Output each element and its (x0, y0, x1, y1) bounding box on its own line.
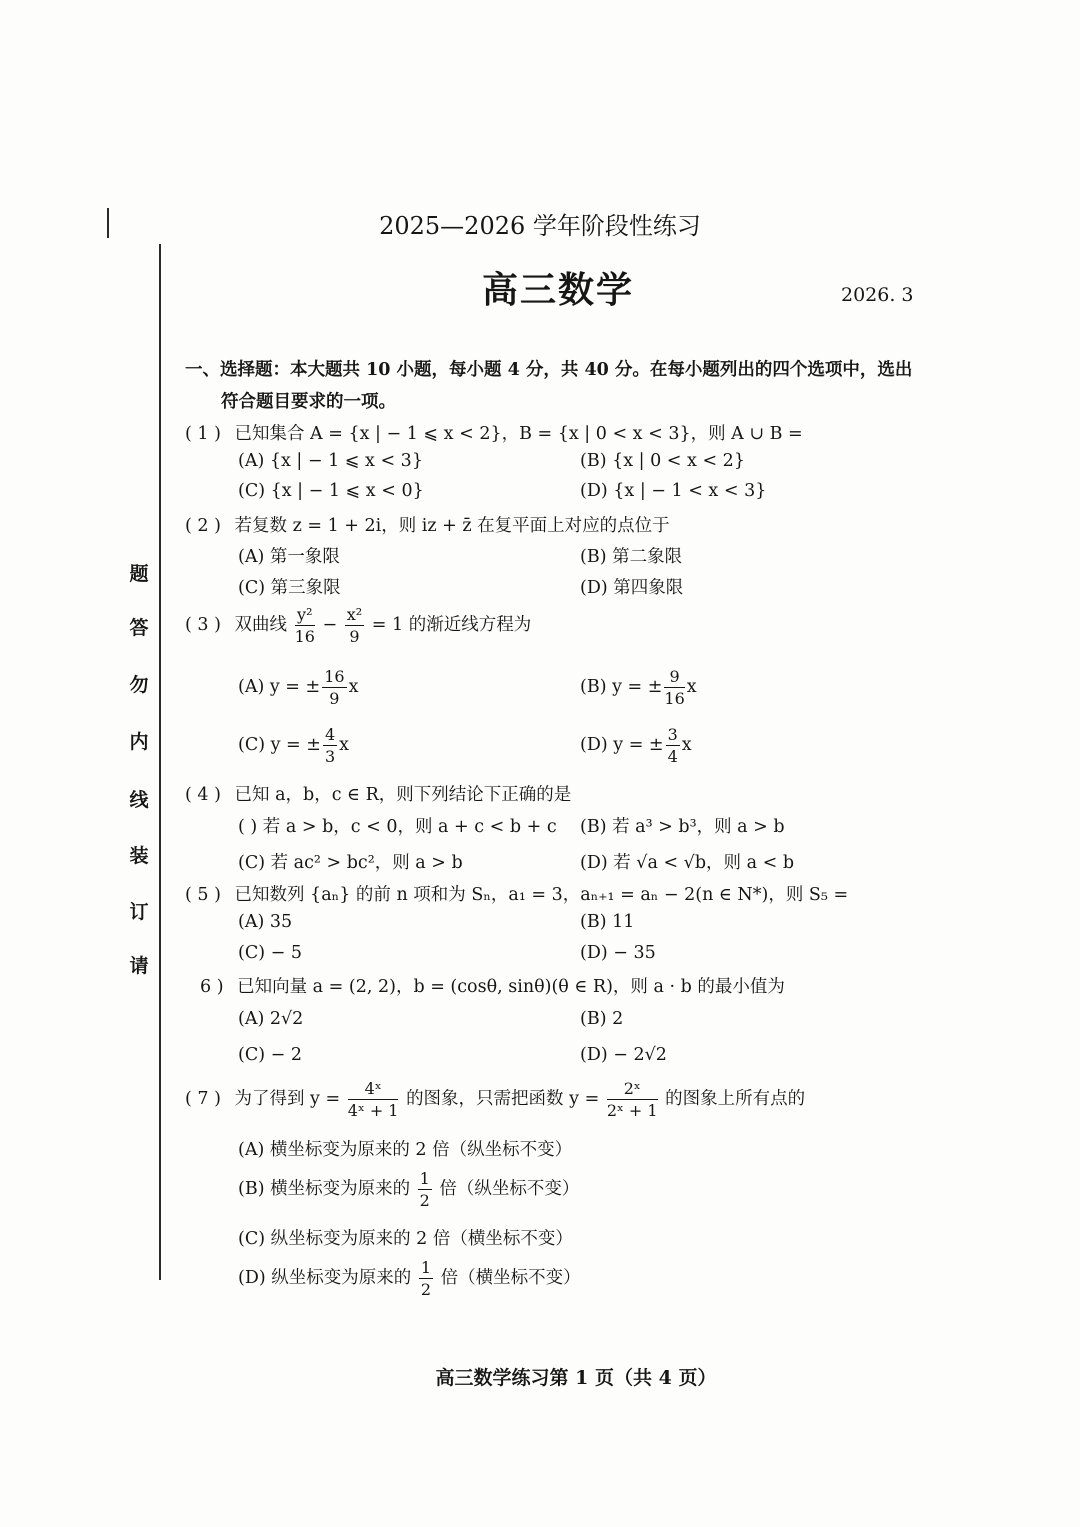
option-a: (A) 第一象限 (238, 547, 340, 567)
fraction (322, 666, 346, 709)
option-b: (B) 第二象限 (580, 547, 683, 567)
option-a: (A) 横坐标变为原来的 2 倍（纵坐标不变） (238, 1140, 573, 1160)
option-d: (D) 若 √a < √b，则 a < b (580, 853, 795, 873)
exam-title: 2025—2026 学年阶段性练习 (379, 212, 701, 240)
fraction (345, 604, 364, 647)
option-label: (C) y = ± (238, 735, 321, 755)
question-6 (200, 973, 785, 998)
option-label: (D) y = ± (580, 735, 664, 755)
numerator: 4ˣ (348, 1078, 399, 1100)
option-b: (B) 11 (580, 912, 635, 932)
fraction (419, 1257, 433, 1300)
binding-char: 内 (129, 731, 149, 753)
question-stem-pre: 双曲线 (234, 615, 287, 635)
fraction (664, 666, 684, 709)
variable: x (348, 677, 359, 697)
question-number: ( 1 ) (185, 424, 221, 444)
question-4 (185, 781, 571, 806)
question-stem: 已知数列 {aₙ} 的前 n 项和为 Sₙ，a₁ = 3，aₙ₊₁ = aₙ − 2(n ∈ N*)，则 S₅ = (234, 885, 849, 905)
numerator: 3 (667, 725, 678, 744)
question-5 (185, 881, 848, 906)
denominator: 9 (329, 689, 340, 708)
denominator: 2ˣ + 1 (606, 1101, 658, 1120)
variable: x (686, 677, 697, 697)
section-line-1: 一、选择题：本大题共 10 小题，每小题 4 分，共 40 分。在每小题列出的四个选项中，选出 (185, 360, 913, 380)
denominator: 9 (349, 627, 360, 646)
option-text: (B) 横坐标变为原来的 (238, 1179, 411, 1199)
question-2 (185, 512, 670, 537)
denominator: 4 (667, 747, 678, 766)
binding-char: 装 (129, 845, 149, 867)
denominator: 4ˣ + 1 (347, 1101, 399, 1120)
fraction (348, 1078, 399, 1121)
option-d: (D) {x | − 1 < x < 3} (580, 481, 767, 501)
fraction (666, 724, 680, 767)
question-stem: 已知 a，b，c ∈ R，则下列结论下正确的是 (234, 785, 572, 805)
binding-char: 请 (129, 955, 149, 977)
option-b (238, 1168, 579, 1211)
denominator: 16 (294, 627, 315, 646)
option-b: (B) 若 a³ > b³，则 a > b (580, 817, 785, 837)
option-d: (D) − 2√2 (580, 1045, 667, 1065)
option-text: 倍（纵坐标不变） (439, 1179, 580, 1199)
variable: x (681, 735, 692, 755)
option-text: (D) 纵坐标变为原来的 (238, 1268, 412, 1288)
denominator: 16 (664, 689, 685, 708)
option-b: (B) 2 (580, 1009, 624, 1029)
numerator: 4 (324, 725, 336, 744)
question-number: ( 7 ) (185, 1089, 221, 1109)
option-c: (C) 第三象限 (238, 578, 341, 598)
option-c: (C) {x | − 1 ⩽ x < 0} (238, 481, 424, 501)
option-a (238, 666, 358, 709)
option-d (580, 724, 692, 767)
option-b: (B) {x | 0 < x < 2} (580, 451, 745, 471)
option-d: (D) 第四象限 (580, 578, 684, 598)
option-d: (D) − 35 (580, 943, 656, 963)
question-1 (185, 420, 803, 445)
option-a: (A) 2√2 (238, 1009, 304, 1029)
question-stem-pre: 为了得到 y = (234, 1089, 341, 1109)
minus-sign: − (322, 615, 338, 635)
question-stem: 已知向量 a = (2, 2)，b = (cosθ, sinθ)(θ ∈ R)，则 a · b 的最小值为 (237, 977, 785, 997)
option-c: (C) − 5 (238, 943, 302, 963)
question-number: ( 4 ) (185, 785, 221, 805)
question-number: ( 5 ) (185, 885, 221, 905)
binding-char: 线 (129, 789, 149, 811)
numerator: x² (346, 605, 363, 624)
option-label: (B) y = ± (580, 677, 663, 697)
question-stem: 已知集合 A = {x | − 1 ⩽ x < 2}，B = {x | 0 < x < 3}，则 A ∪ B = (234, 424, 803, 444)
option-d (238, 1257, 581, 1300)
question-3 (185, 604, 531, 647)
binding-char: 题 (129, 563, 149, 585)
fraction (607, 1078, 658, 1121)
option-a: ( ) 若 a > b，c < 0，则 a + c < b + c (238, 817, 557, 837)
numerator: y² (295, 604, 315, 626)
question-number: ( 3 ) (185, 615, 221, 635)
option-a: (A) 35 (238, 912, 293, 932)
question-stem-mid: 的图象，只需把函数 y = (406, 1089, 600, 1109)
question-number: ( 2 ) (185, 516, 221, 536)
numerator: 9 (664, 666, 684, 688)
option-label: (A) y = ± (238, 677, 321, 697)
fraction (295, 604, 315, 647)
denominator: 2 (419, 1191, 430, 1210)
question-number: 6 ) (200, 977, 224, 997)
option-a: (A) {x | − 1 ⩽ x < 3} (238, 451, 423, 471)
option-c: (C) 若 ac² > bc²，则 a > b (238, 853, 463, 873)
page-footer: 高三数学练习第 1 页（共 4 页） (435, 1367, 717, 1389)
question-stem-post: = 1 的渐近线方程为 (371, 615, 532, 635)
numerator: 16 (324, 667, 345, 686)
question-stem-post: 的图象上所有点的 (665, 1089, 806, 1109)
question-stem: 若复数 z = 1 + 2i，则 iz + z̄ 在复平面上对应的点位于 (234, 516, 670, 536)
binding-char: 勿 (129, 674, 149, 696)
option-text: 倍（横坐标不变） (440, 1268, 581, 1288)
numerator: 1 (420, 1258, 432, 1277)
fraction (418, 1168, 432, 1211)
option-c: (C) 纵坐标变为原来的 2 倍（横坐标不变） (238, 1229, 573, 1249)
numerator: 1 (419, 1169, 430, 1188)
section-instructions (185, 354, 955, 418)
numerator: 2ˣ (607, 1078, 658, 1100)
section-line-2: 符合题目要求的一项。 (221, 392, 396, 412)
fraction (323, 724, 337, 767)
option-b (580, 666, 697, 709)
subject-title: 高三数学 (481, 269, 634, 311)
denominator: 3 (324, 747, 336, 766)
question-7 (185, 1078, 805, 1121)
binding-char: 订 (129, 901, 149, 923)
option-c: (C) − 2 (238, 1045, 302, 1065)
denominator: 2 (420, 1280, 432, 1299)
option-c (238, 724, 349, 767)
binding-line (159, 244, 161, 1280)
variable: x (339, 735, 350, 755)
exam-date: 2026. 3 (841, 284, 914, 306)
binding-char: 答 (129, 617, 149, 639)
